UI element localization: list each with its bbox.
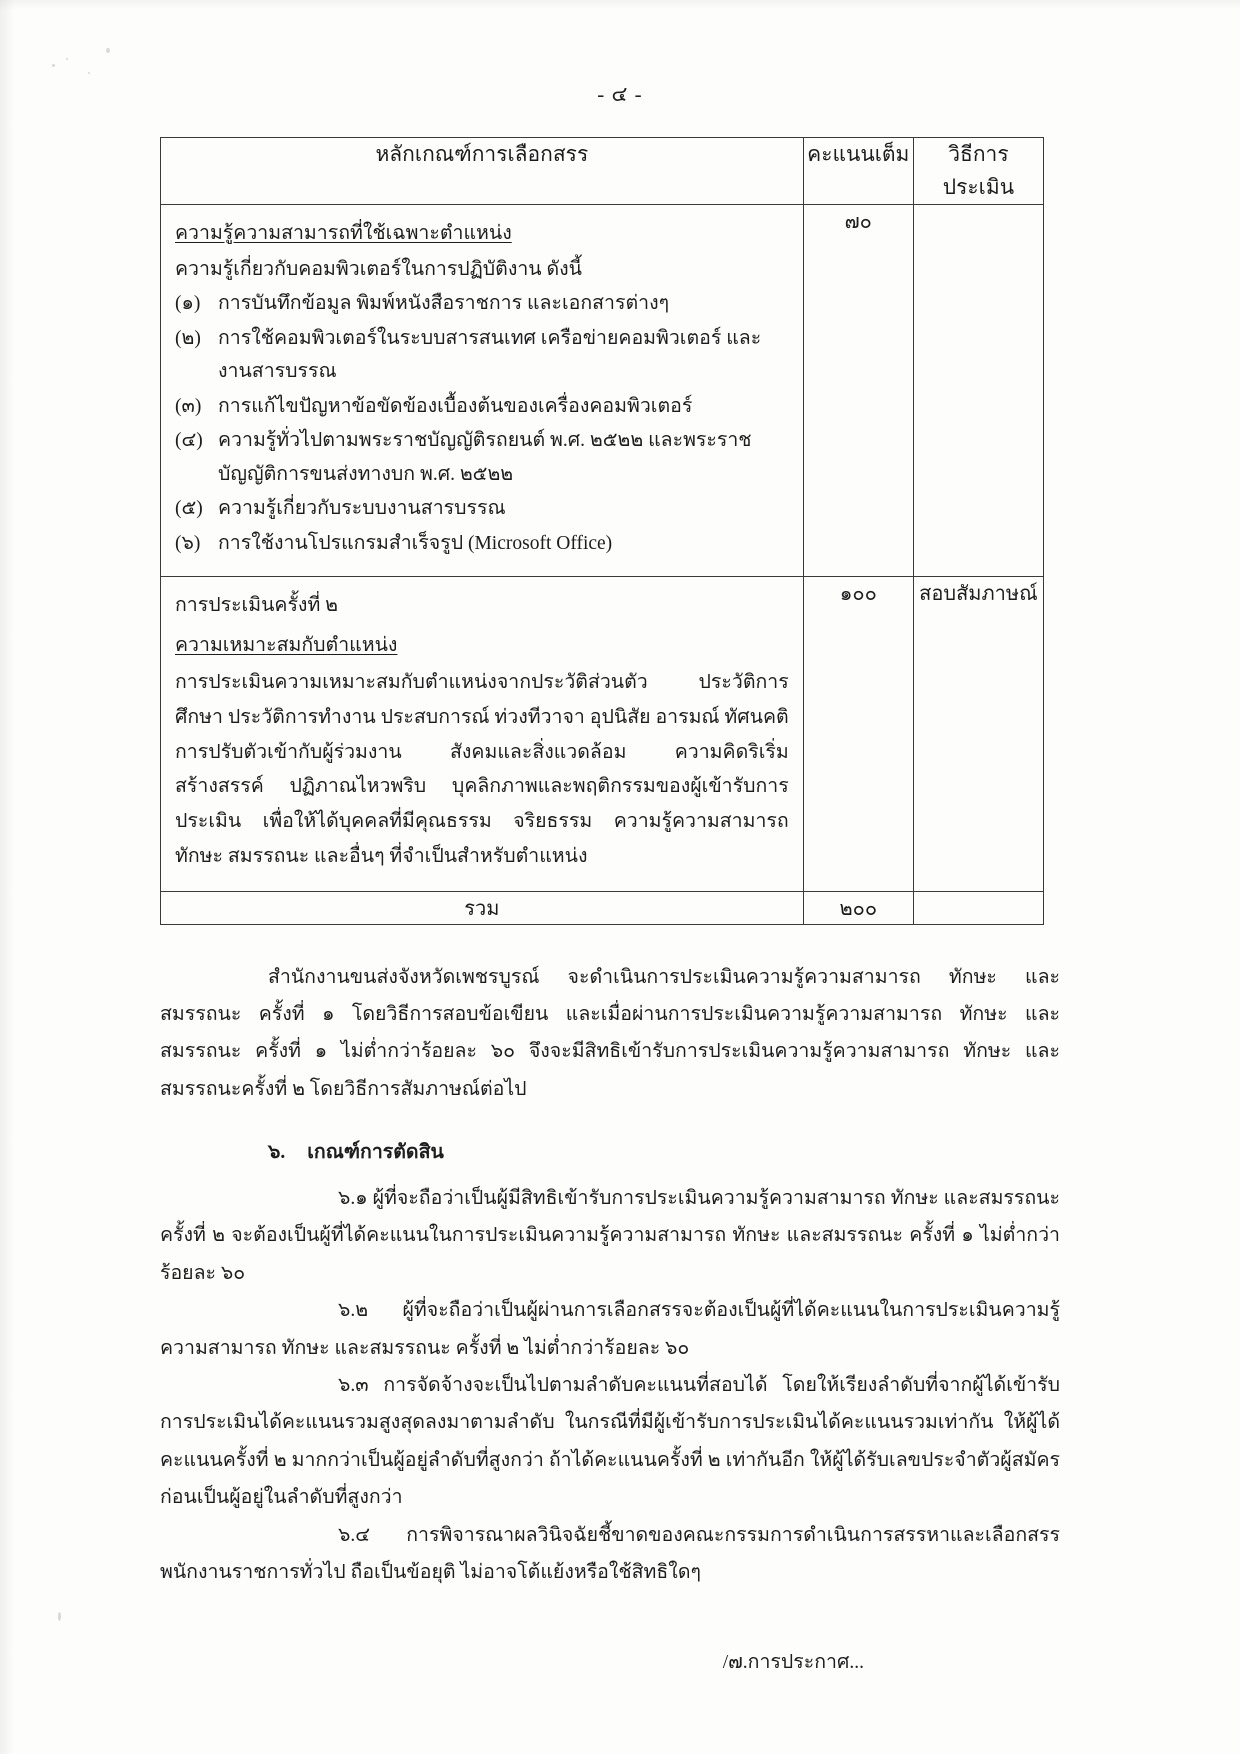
spacer bbox=[160, 1172, 1060, 1180]
method-cell-1 bbox=[913, 205, 1043, 577]
row2-title: การประเมินครั้งที่ ๒ bbox=[175, 595, 339, 617]
list-item-number: (๔) bbox=[175, 430, 203, 452]
page-number: - ๔ - bbox=[597, 82, 643, 106]
score-cell-2: ๑๐๐ bbox=[803, 577, 913, 891]
criteria-cell-2 bbox=[161, 577, 804, 891]
list-item-text: การใช้คอมพิวเตอร์ในระบบสารสนเทศ เครือข่ายคอมพิวเตอร์ และงานสารบรรณ bbox=[218, 327, 762, 383]
header-full-score: คะแนนเต็ม bbox=[803, 138, 913, 205]
list-item bbox=[175, 424, 789, 491]
row1-lead: ความรู้เกี่ยวกับคอมพิวเตอร์ในการปฏิบัติงาน ดังนี้ bbox=[175, 258, 583, 280]
document-body bbox=[0, 959, 1240, 1681]
score-cell-1: ๗๐ bbox=[803, 205, 913, 577]
method-cell-2: สอบสัมภาษณ์ bbox=[913, 577, 1043, 891]
list-item bbox=[175, 287, 789, 321]
header-method: วิธีการประเมิน bbox=[913, 138, 1043, 205]
list-item bbox=[175, 492, 789, 526]
table-total-row bbox=[161, 891, 1044, 924]
criteria-table bbox=[160, 137, 1044, 925]
list-item-number: (๖) bbox=[175, 532, 201, 554]
criteria-table-wrapper bbox=[160, 137, 1044, 925]
intro-paragraph: สำนักงานขนส่งจังหวัดเพชรบูรณ์ จะดำเนินการประเมินความรู้ความสามารถ ทักษะ และสมรรถนะ ครั้งที่ ๑ โดยวิธีการสอบข้อเขียน และเมื่อผ่านการประเมินความรู้ความสามารถ ทักษะ และสมรรถนะ ครั้งที่ ๑ ไม่ต่ำกว่าร้อยละ ๖๐ จึงจะมีสิทธิเข้ารับการประเมินความรู้ความสามารถ ทักษะ และสมรรถนะครั้งที่ ๒ โดยวิธีการสัมภาษณ์ต่อไป bbox=[160, 966, 1060, 1100]
row1-title: ความรู้ความสามารถที่ใช้เฉพาะตำแหน่ง bbox=[175, 223, 512, 244]
list-item-text: ความรู้เกี่ยวกับระบบงานสารบรรณ bbox=[218, 498, 506, 520]
list-item-number: (๕) bbox=[175, 498, 203, 520]
clause-6-1: ๖.๑ ผู้ที่จะถือว่าเป็นผู้มีสิทธิเข้ารับการประเมินความรู้ความสามารถ ทักษะ และสมรรถนะ ครั้งที่ ๒ จะต้องเป็นผู้ที่ได้คะแนนในการประเมินความรู้ความสามารถ ทักษะ และสมรรถนะ ครั้งที่ ๑ ไม่ต่ำกว่าร้อยละ ๖๐ bbox=[160, 1187, 1060, 1284]
row2-paragraph: การประเมินความเหมาะสมกับตำแหน่งจากประวัติส่วนตัว ประวัติการศึกษา ประวัติการทำงาน ประสบการณ์ ท่วงทีวาจา อุปนิสัย อารมณ์ ทัศนคติ การปรับตัวเข้ากับผู้ร่วมงาน สังคมและสิ่งแวดล้อม ความคิดริเริ่มสร้างสรรค์ ปฏิภาณไหวพริบ บุคลิกภาพและพฤติกรรมของผู้เข้ารับการประเมิน เพื่อให้ได้บุคคลที่มีคุณธรรม จริยธรรม ความรู้ความสามารถ ทักษะ สมรรถนะ และอื่นๆ ที่จำเป็นสำหรับตำแหน่ง bbox=[175, 672, 789, 867]
section-number: ๖. bbox=[268, 1142, 286, 1164]
table-row bbox=[161, 577, 1044, 891]
list-item-number: (๓) bbox=[175, 395, 202, 417]
section-title: เกณฑ์การตัดสิน bbox=[307, 1142, 444, 1164]
list-item-number: (๑) bbox=[175, 293, 201, 315]
list-item-text: การบันทึกข้อมูล พิมพ์หนังสือราชการ และเอกสารต่างๆ bbox=[218, 293, 670, 315]
list-item bbox=[175, 390, 789, 424]
total-method bbox=[913, 891, 1043, 924]
spacer bbox=[160, 1108, 1060, 1134]
row1-item-list bbox=[175, 287, 789, 560]
footer-continuation-note: /๗.การประกาศ... bbox=[722, 1651, 864, 1673]
list-item bbox=[175, 527, 789, 561]
header-criteria: หลักเกณฑ์การเลือกสรร bbox=[161, 138, 804, 205]
section-heading bbox=[160, 1134, 1060, 1171]
criteria-cell-1 bbox=[161, 205, 804, 577]
list-item-text: การแก้ไขปัญหาข้อขัดข้องเบื้องต้นของเครื่องคอมพิวเตอร์ bbox=[218, 395, 693, 417]
clause-6-2: ๖.๒ ผู้ที่จะถือว่าเป็นผู้ผ่านการเลือกสรรจะต้องเป็นผู้ที่ได้คะแนนในการประเมินความรู้ความสามารถ ทักษะ และสมรรถนะ ครั้งที่ ๒ ไม่ต่ำกว่าร้อยละ ๖๐ bbox=[160, 1300, 1060, 1359]
list-item-text: การใช้งานโปรแกรมสำเร็จรูป (Microsoft Office) bbox=[218, 532, 613, 554]
row2-subtitle: ความเหมาะสมกับตำแหน่ง bbox=[175, 634, 398, 656]
clause-6-3: ๖.๓ การจัดจ้างจะเป็นไปตามลำดับคะแนนที่สอบได้ โดยให้เรียงลำดับที่จากผู้ได้เข้ารับการประเมินได้คะแนนรวมสูงสุดลงมาตามลำดับ ในกรณีที่มีผู้เข้ารับการประเมินได้คะแนนรวมเท่ากัน ให้ผู้ได้คะแนนครั้งที่ ๒ มากกว่าเป็นผู้อยู่ลำดับที่สูงกว่า ถ้าได้คะแนนครั้งที่ ๒ เท่ากันอีก ให้ผู้ได้รับเลขประจำตัวผู้สมัครก่อนเป็นผู้อยู่ในลำดับที่สูงกว่า bbox=[160, 1374, 1060, 1509]
clause-6-4: ๖.๔ การพิจารณาผลวินิจฉัยชี้ขาดของคณะกรรมการดำเนินการสรรหาและเลือกสรรพนักงานราชการทั่วไป ถือเป็นข้อยุติ ไม่อาจโต้แย้งหรือใช้สิทธิใดๆ bbox=[160, 1524, 1060, 1584]
table-row bbox=[161, 205, 1044, 577]
list-item-text: ความรู้ทั่วไปตามพระราชบัญญัติรถยนต์ พ.ศ. ๒๕๒๒ และพระราชบัญญัติการขนส่งทางบก พ.ศ. ๒๕๒๒ bbox=[218, 430, 752, 485]
total-label: รวม bbox=[161, 891, 804, 924]
list-item bbox=[175, 322, 789, 389]
list-item-number: (๒) bbox=[175, 327, 201, 349]
total-score: ๒๐๐ bbox=[803, 891, 913, 924]
table-header-row bbox=[161, 138, 1044, 205]
